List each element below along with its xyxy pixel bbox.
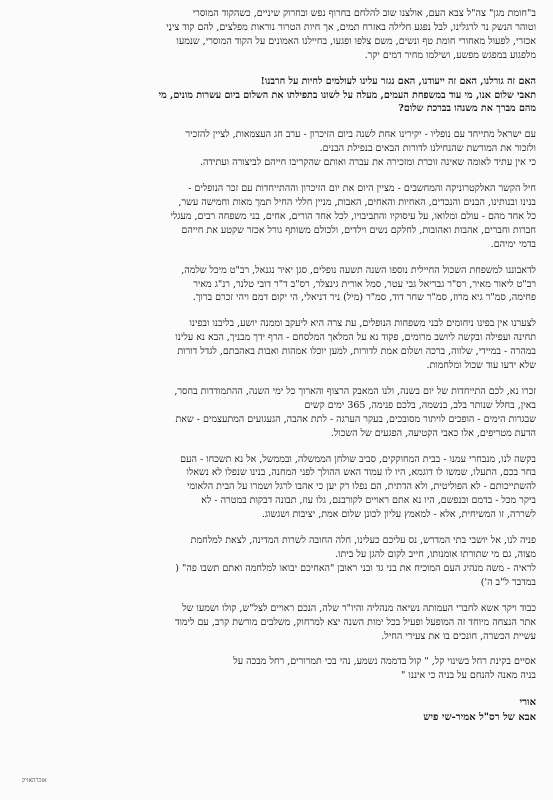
text-line: בקשה לנו, מנבחרי עמנו - בבית המחוקקים, סביב שולחן הממשלה, ובממשל, אל נא תשכחו - העם [180, 453, 536, 465]
text-line: לראיה - משה מנהיג העם המוכיח את בני גד ובני ראובן "האחיכם יבואו למלחמה ואתם תשבו פה" ( [175, 562, 536, 574]
paragraph [17, 182, 536, 252]
text-line: כי אין עתיד לאומה שאינה זוכרת ומזכירה את עברה ואותם שהקריבו חייהם לביצורה ועתידה. [199, 157, 536, 169]
text-line: להשתייכותם - לא הפוליטית, ולא הדתית, הם נפלו רק יען כי אהבו לרגל ושמרו על הבית הלאומי [187, 481, 536, 493]
text-line: תאבי שלום אנו, מי עוד במשפחת העמים, מעלה על לשונו בתפילתו את השלום ביום עשרות מונים, מי [158, 89, 536, 101]
text-line: חיל הקשר האלקטרוניקה והמחשבים - מציין היום את יום הזיכרון וההתייחדות עם זכר הנופלים - [188, 183, 536, 195]
text-line: הדעת מטריפים, אלו כאבי הקטיעה, הפגעים של השכול. [330, 427, 536, 439]
text-line: פחימה, סמ"ר גיא מרוז, סמ"ר שחר דוד, סמ"ר (מיל) ניר דניאלי, הי יקום דמם ויהי זכרם ברוך. [192, 292, 536, 304]
paragraph [17, 453, 536, 523]
paragraph [17, 75, 536, 117]
text-line: בדמי ימיהם. [490, 238, 536, 250]
text-line: תחינה ועפילה ובקשה ליושב מרומים, פקוד נא על המלאך המלסחם - הרף ידך מבניך, הבא נא עלינו [175, 332, 536, 344]
text-line: האם זה גורלנו, האם זה ייעודנו, האם נגזר עלינו לעולמים לחיות על חרבנו! [260, 75, 536, 87]
text-line: אכזרי, לפעול מאחורי חומת טף ונשים, משם צלפו ופגעו, בחיילנו האמונים על הקוד המוסרי, שנמעו [176, 35, 536, 47]
text-line: חברות וחברים, אהבות ואהובות, לחלקם נשים וילדים, ולכולם משותף גורל אכזר שקטע את חייהם [181, 224, 536, 236]
text-line: וטוהר הנשק נר לרגלינו, לבל נפגע חלילה באזרח תמים, אך חיות הטרור נוראות מפלצים, להם קוד צינַי [166, 21, 536, 33]
text-line: באין, בחלל שנותר בלב, בנשמה, בלכם פנימה, 365 ימים קשים [304, 399, 536, 411]
text-line: לצערנו אין בפינו ניחומים לבני משפחות הנופלים, עת צרה היא ליעקב וממנה יושע, בליבנו ובפינו [189, 318, 536, 330]
text-line: ולזכור את המורשת שהנחילנו לדורות הבאים בנפילת הבנים. [319, 143, 536, 155]
text-line: לדאבוננו למשפחת השכול החיילית נוספו השנה תשעה נופלים, סגן יאיר נגנאל, רב"ט מיכל שלמה, [181, 264, 536, 276]
paragraph [17, 128, 536, 170]
text-line: פניה לנו, אל יושבי בתי המדרש, נס עליכם כעלינו, חלה החובה לשרות המדינה, לצאת למלחמת [190, 535, 536, 547]
text-line: עם ישראל מתייחד עם נופליו - יקירינו אחת לשנה ביום הזיכרון - ערב חג העצמאות, לציין להזכיר [185, 129, 536, 141]
text-line: כל אחד מהם - עולם ומלואו, על עיסוקיו והתביבויו, לכל אחד הורים, אחים, בני משפחה רבים, מעגלי [170, 210, 536, 222]
paragraph [17, 602, 536, 644]
text-line: אסיים בקינת רחל בשינוי קל, " קול בדממה נשמע, נהי בכי תמרורים, רחל מבכה על [233, 656, 536, 668]
text-line: ב"חומת מגן" צה"ל צבא העם, אולצנו שוב להלחם בחרוף נפש ובחרוק שיניים, כשהקוד המוסרי [192, 8, 536, 19]
paragraph [17, 317, 536, 373]
text-line: רב"ט ליאור מאיר, רס"ר גבריאל גבי עטר, סמל אורית גינצלר, רס"ב ד"ר דובי טלנר, רנ"ג מאיר [193, 278, 536, 290]
text-line: מהם מברך את משנהו בברכת שלום? [398, 103, 536, 115]
text-line: בחר בכם, התעלו, שמשו לו דוגמא, היו לו עמוד האש ההולך לפני המחנה, בנינו שנפלו לא נשאלו [186, 467, 536, 479]
text-line: במהרה - במיידי, שלווה, ברכה ושלום אמת לדורות, למען יוכלו אמהות ואבות באהבתם, לגדל דורות [177, 346, 536, 358]
text-line: לשררה, זו המשיחית, אלא - למאמץ עליון לכונן שלום אמת, יציבות ושגשוג. [261, 509, 536, 521]
signature-first-name: אורי [519, 697, 536, 709]
paragraph [17, 655, 536, 683]
text-line: בנינו ובנותינו, הבנים והנכדים, האחיות והאחים, האבות, מניין חללי החיל תמך מאות וחמישה עשר, [178, 196, 536, 208]
paragraph [17, 264, 536, 306]
paragraph [17, 534, 536, 590]
text-line: שלא ידעו עוד שכול ומלחמות. [426, 360, 536, 372]
letter-body [17, 7, 536, 683]
text-line: מצוה, גם מי שתורתו אומנותו, חייב לקום להגן על ביתו. [335, 549, 536, 560]
signature-full-name: אבא של רס"ל אמיר-שי פיש [423, 712, 536, 724]
text-line: מלפגוע במפגש מפשע, ושילמו מחיר דמים יקר. [364, 49, 536, 61]
text-line: ביקר מכל - בדמם ובנפשם, היו נא אתם ראויים לקורבנם, גלו עוז, תבונה דבקות במטרה - לא [201, 495, 536, 507]
text-line: בניה מאנה להנחם על בניה כי איננו " [401, 670, 536, 682]
printer-mark: אזכרהאזיק [22, 777, 47, 785]
text-line: כבוד ויקר אשא לחברי העמותה נשיאה מנהליה והיו"ר שלה, הנכם ראויים לצל"ש, קולו ושמעו של [182, 602, 536, 614]
text-line: במדבר ל"ב ה') [480, 576, 536, 588]
paragraph [17, 7, 536, 63]
text-line: שבגרות הימים - הופכים לויתור מסובכים, בעקר הערגה - לתת אהבה, הגעגועים המתעצמים - שאת [175, 413, 536, 425]
text-line: עשיית הכשרה, חונכים בו את צעירי החיל. [381, 630, 536, 642]
text-line: אתר הנצחה מיוחד זה המופעל ופעיל בכל ימות השנה יצא למרחוק, משלבים מורשת קרב, עם לימוד [174, 616, 536, 628]
paragraph [17, 385, 536, 441]
signature-block [17, 695, 536, 725]
text-line: זכרו נא, לכם התייחדות של יום בשנה, ולנו המאבק הרצוף והארוך כל ימי השנה, ההתמודדות בחסר, [174, 385, 536, 397]
